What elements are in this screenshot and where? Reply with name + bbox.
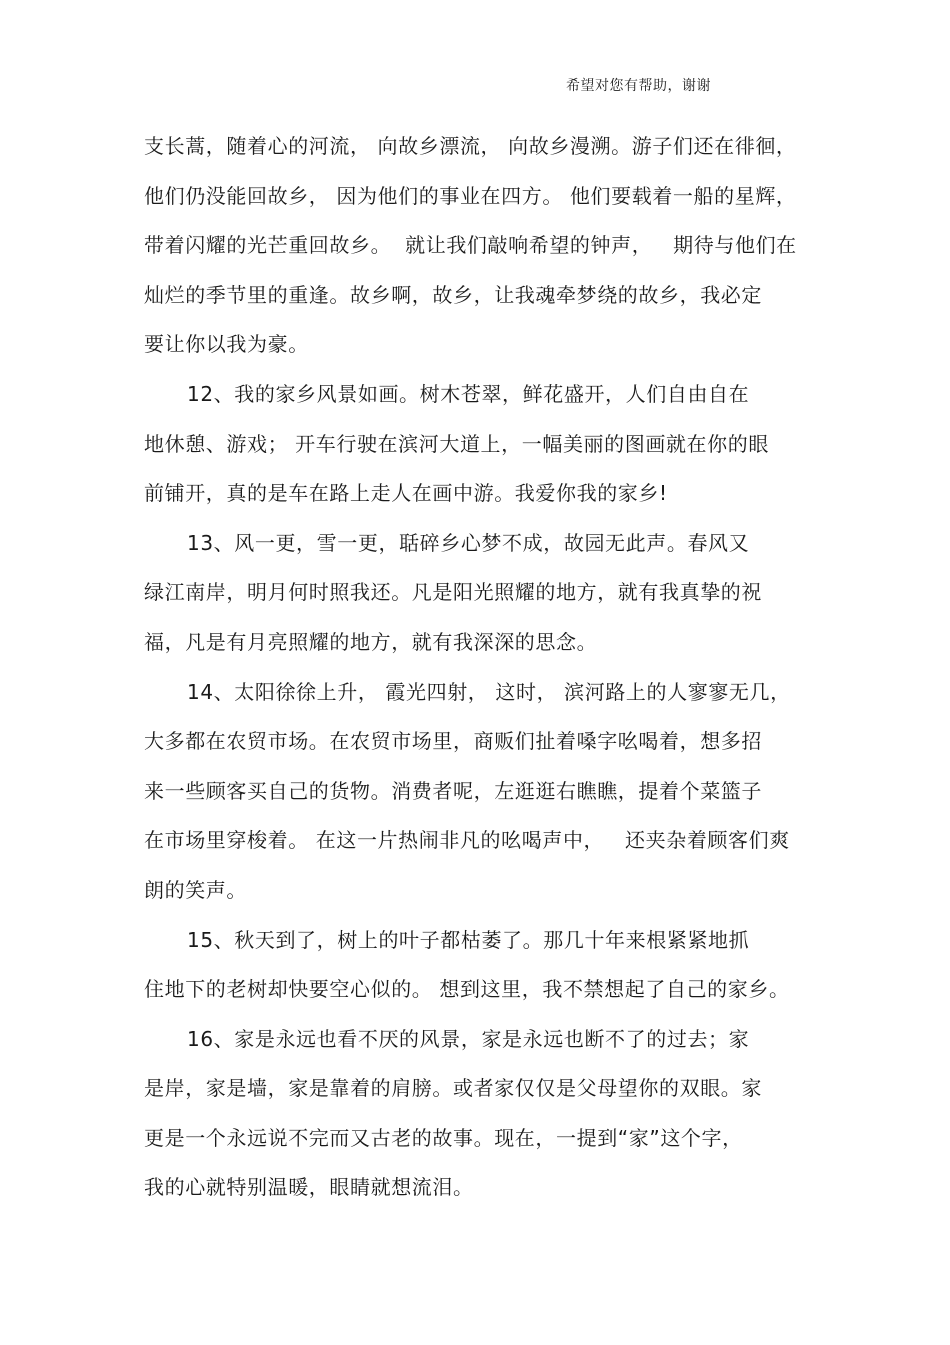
paragraph-start-line: 15、秋天到了，树上的叶子都枯萎了。那几十年来根紧紧地抓 xyxy=(187,927,750,952)
text-line: 更是一个永远说不完而又古老的故事。现在，一提到“家”这个字， xyxy=(144,1125,743,1150)
paragraph-start-line: 12、我的家乡风景如画。树木苍翠，鲜花盛开，人们自由自在 xyxy=(187,381,750,406)
text-line: 住地下的老树却快要空心似的。 想到这里，我不禁想起了自己的家乡。 xyxy=(144,977,790,1002)
text-line: 支长蒿，随着心的河流， 向故乡漂流， 向故乡漫溯。游子们还在徘徊， xyxy=(144,134,797,158)
paragraph-start-line: 13、风一更，雪一更，聒碎乡心梦不成，故园无此声。春风又 xyxy=(187,530,750,555)
text-line: 灿烂的季节里的重逢。故乡啊，故乡，让我魂牵梦绕的故乡，我必定 xyxy=(144,282,762,307)
text-line: 来一些顾客买自己的货物。消费者呢，左逛逛右瞧瞧，提着个菜篮子 xyxy=(144,778,762,803)
header-note: 希望对您有帮助，谢谢 xyxy=(566,78,711,94)
paragraph-start-line: 14、太阳徐徐上升， 霞光四射， 这时， 滨河路上的人寥寥无几， xyxy=(187,679,791,704)
text-line: 要让你以我为豪。 xyxy=(144,332,309,357)
paragraph-start-line: 16、家是永远也看不厌的风景，家是永远也断不了的过去；家 xyxy=(187,1026,750,1051)
text-line: 在市场里穿梭着。 在这一片热闹非凡的吆喝声中， 还夹杂着顾客们爽 xyxy=(144,828,790,853)
text-line: 我的心就特别温暖，眼睛就想流泪。 xyxy=(144,1175,474,1200)
text-line: 大多都在农贸市场。在农贸市场里，商贩们扯着嗓字吆喝着，想多招 xyxy=(144,729,762,754)
text-line: 带着闪耀的光芒重回故乡。 就让我们敲响希望的钟声， 期待与他们在 xyxy=(144,233,797,258)
text-line: 朗的笑声。 xyxy=(144,877,247,902)
text-line: 前铺开，真的是车在路上走人在画中游。我爱你我的家乡! xyxy=(144,481,668,506)
text-line: 绿江南岸，明月何时照我还。凡是阳光照耀的地方，就有我真挚的祝 xyxy=(144,580,762,605)
text-line: 福，凡是有月亮照耀的地方，就有我深深的思念。 xyxy=(144,629,598,654)
text-line: 他们仍没能回故乡， 因为他们的事业在四方。 他们要载着一船的星辉， xyxy=(144,183,797,208)
text-line: 地休憩、游戏； 开车行驶在滨河大道上，一幅美丽的图画就在你的眼 xyxy=(144,431,769,456)
document-body xyxy=(144,122,804,1213)
text-line: 是岸，家是墙，家是靠着的肩膀。或者家仅仅是父母望你的双眼。家 xyxy=(144,1076,762,1101)
